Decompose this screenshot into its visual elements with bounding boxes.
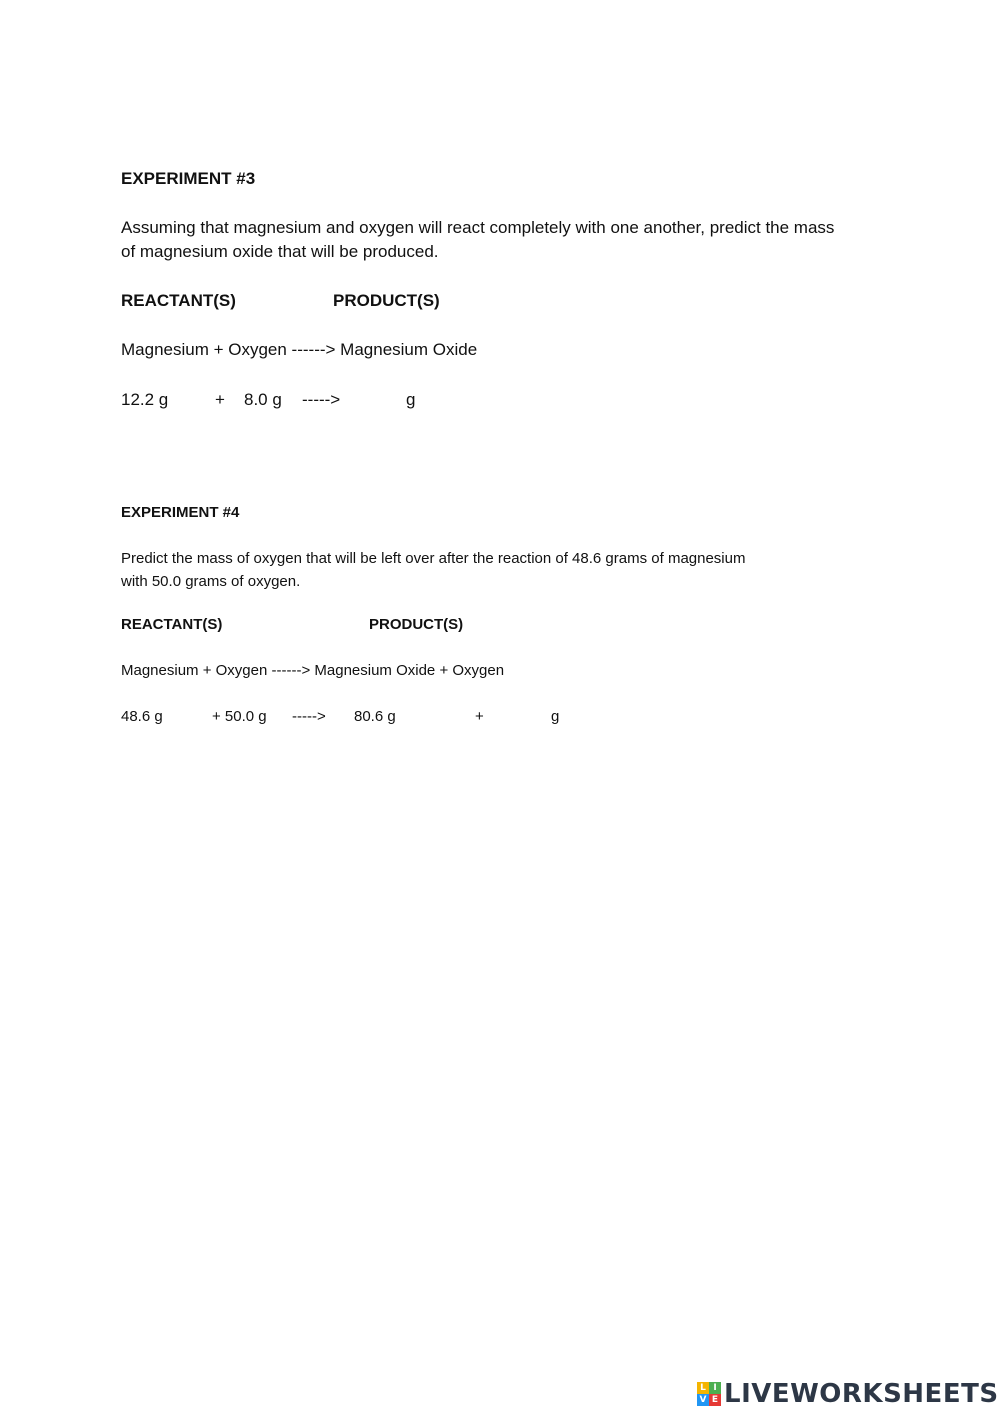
logo-mark-i: I [709,1382,721,1394]
experiment-4-arrow: -----> [292,708,326,725]
experiment-4-products-label: PRODUCT(S) [369,616,464,633]
experiment-4-reactant-1-mass: 48.6 g [121,708,163,725]
experiment-3-reactant-2-mass: 8.0 g [244,390,282,409]
experiment-3-product-unit: g [406,390,416,409]
experiment-3-reactants-label: REACTANT(S) [121,291,236,310]
experiment-3-arrow: -----> [302,390,341,409]
experiment-4-reactant-2-mass: + 50.0 g [212,708,267,725]
logo-mark-l: L [697,1382,709,1394]
experiment-4-reactants-label: REACTANT(S) [121,616,223,633]
experiment-4-equation: Magnesium + Oxygen ------> Magnesium Oxide + Oxygen [121,662,505,679]
experiment-3-plus-sign: + [215,390,225,409]
liveworksheets-brand-text: LIVEWORKSHEETS [724,1379,999,1409]
logo-mark-e: E [709,1394,721,1406]
experiment-3-products-label: PRODUCT(S) [333,291,440,310]
logo-mark-v: V [697,1394,709,1406]
experiment-4-product-2-unit: g [551,708,560,725]
experiment-4-heading: EXPERIMENT #4 [121,504,240,521]
experiment-4-product-1-mass: 80.6 g [354,708,396,725]
experiment-4-question: Predict the mass of oxygen that will be left over after the reaction of 48.6 grams of magnesium with 50.0 grams of oxygen. [121,550,746,590]
liveworksheets-logo[interactable] [697,1378,999,1410]
experiment-3-question: Assuming that magnesium and oxygen will react completely with one another, predict the mass of magnesium oxide that will be produced. [121,218,835,261]
experiment-4-plus-sign: + [475,708,484,725]
experiment-3-equation: Magnesium + Oxygen ------> Magnesium Oxide [121,340,478,359]
liveworksheets-mark-icon [697,1382,721,1406]
experiment-3-heading: EXPERIMENT #3 [121,169,256,188]
experiment-3-reactant-1-mass: 12.2 g [121,390,169,409]
